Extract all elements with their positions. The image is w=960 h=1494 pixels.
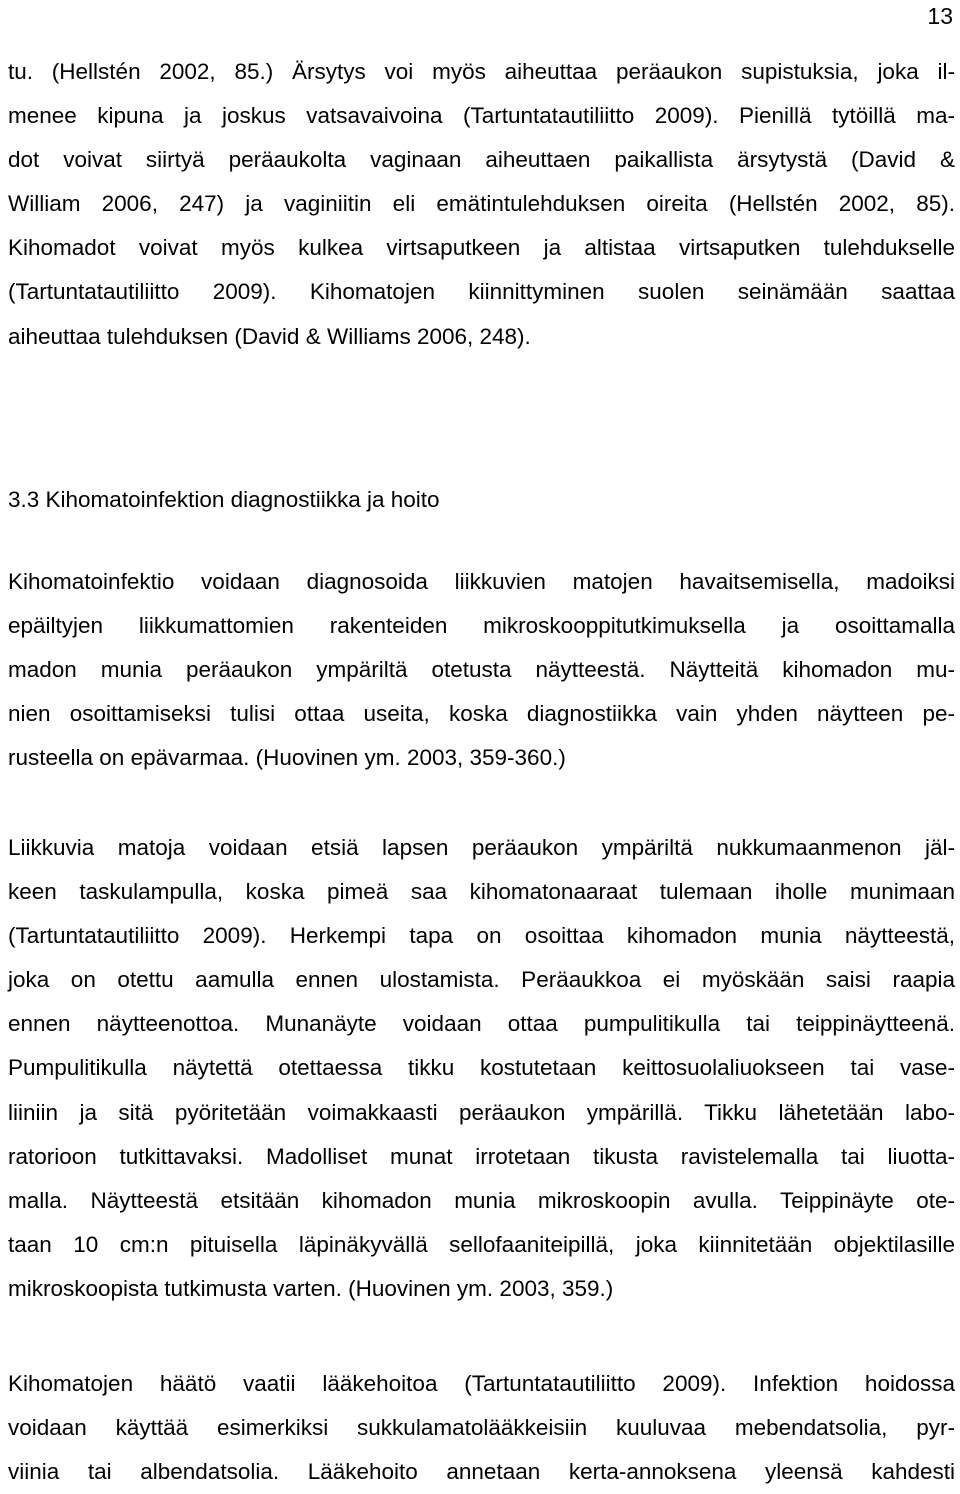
text-line: William 2006, 247) ja vaginiitin eli emätintulehduksen oireita (Hellstén 2002, 85).: [8, 191, 955, 217]
text-line: Liikkuvia matoja voidaan etsiä lapsen peräaukon ympäriltä nukkumaanmenon jäl-: [8, 835, 955, 860]
text-line: mikroskoopista tutkimusta varten. (Huovinen ym. 2003, 359.): [8, 1275, 614, 1301]
section-heading: 3.3 Kihomatoinfektion diagnostiikka ja hoito: [8, 487, 440, 512]
text-line: ratorioon tutkittavaksi. Madolliset munat irrotetaan tikusta ravistelemalla tai liuotta-: [8, 1143, 955, 1169]
text-line: aiheuttaa tulehduksen (David & Williams 2006, 248).: [8, 323, 531, 349]
text-line: liiniin ja sitä pyöritetään voimakkaasti peräaukon ympärillä. Tikku lähetetään labo-: [8, 1099, 955, 1125]
text-line: (Tartuntatautiliitto 2009). Herkempi tapa on osoittaa kihomadon munia näytteestä,: [8, 923, 955, 949]
paragraph-3: [8, 826, 955, 1311]
text-line: (Tartuntatautiliitto 2009). Kihomatojen kiinnittyminen suolen seinämään saattaa: [8, 279, 955, 305]
text-line: madon munia peräaukon ympäriltä otetusta näytteestä. Näytteitä kihomadon mu-: [8, 657, 955, 683]
text-line: rusteella on epävarmaa. (Huovinen ym. 2003, 359-360.): [8, 745, 566, 771]
text-line: voidaan käyttää esimerkiksi sukkulamatolääkkeisiin kuuluvaa mebendatsolia, pyr-: [8, 1415, 955, 1441]
paragraph-2: [8, 560, 955, 780]
text-line: dot voivat siirtyä peräaukolta vaginaan aiheuttaen paikallista ärsytystä (David &: [8, 147, 955, 173]
text-line: joka on otettu aamulla ennen ulostamista. Peräaukkoa ei myöskään saisi raapia: [8, 967, 955, 993]
text-line: Kihomatojen häätö vaatii lääkehoitoa (Tartuntatautiliitto 2009). Infektion hoidossa: [8, 1371, 955, 1396]
text-line: keen taskulampulla, koska pimeä saa kihomatonaaraat tulemaan iholle munimaan: [8, 879, 955, 905]
text-line: Kihomadot voivat myös kulkea virtsaputkeen ja altistaa virtsaputken tulehdukselle: [8, 235, 955, 261]
text-line: tu. (Hellstén 2002, 85.) Ärsytys voi myös aiheuttaa peräaukon supistuksia, joka il-: [8, 59, 955, 84]
text-line: Kihomatoinfektio voidaan diagnosoida liikkuvien matojen havaitsemisella, madoiksi: [8, 569, 955, 594]
paragraph-1: [8, 50, 955, 359]
text-line: malla. Näytteestä etsitään kihomadon munia mikroskoopin avulla. Teippinäyte ote-: [8, 1187, 955, 1213]
text-line: ennen näytteenottoa. Munanäyte voidaan ottaa pumpulitikulla tai teippinäytteenä.: [8, 1011, 955, 1037]
text-line: nien osoittamiseksi tulisi ottaa useita, koska diagnostiikka vain yhden näytteen pe-: [8, 701, 955, 727]
text-line: taan 10 cm:n pituisella läpinäkyvällä sellofaaniteipillä, joka kiinnitetään objektilasille: [8, 1231, 955, 1257]
text-line: epäiltyjen liikkumattomien rakenteiden mikroskooppitutkimuksella ja osoittamalla: [8, 613, 955, 639]
page-number: 13: [927, 3, 953, 29]
paragraph-4: [8, 1362, 955, 1494]
text-line: viinia tai albendatsolia. Lääkehoito annetaan kerta-annoksena yleensä kahdesti: [8, 1459, 955, 1485]
text-line: menee kipuna ja joskus vatsavaivoina (Tartuntatautiliitto 2009). Pienillä tytöillä ma-: [8, 103, 955, 129]
text-line: Pumpulitikulla näytettä otettaessa tikku kostutetaan keittosuolaliuokseen tai vase-: [8, 1055, 955, 1081]
